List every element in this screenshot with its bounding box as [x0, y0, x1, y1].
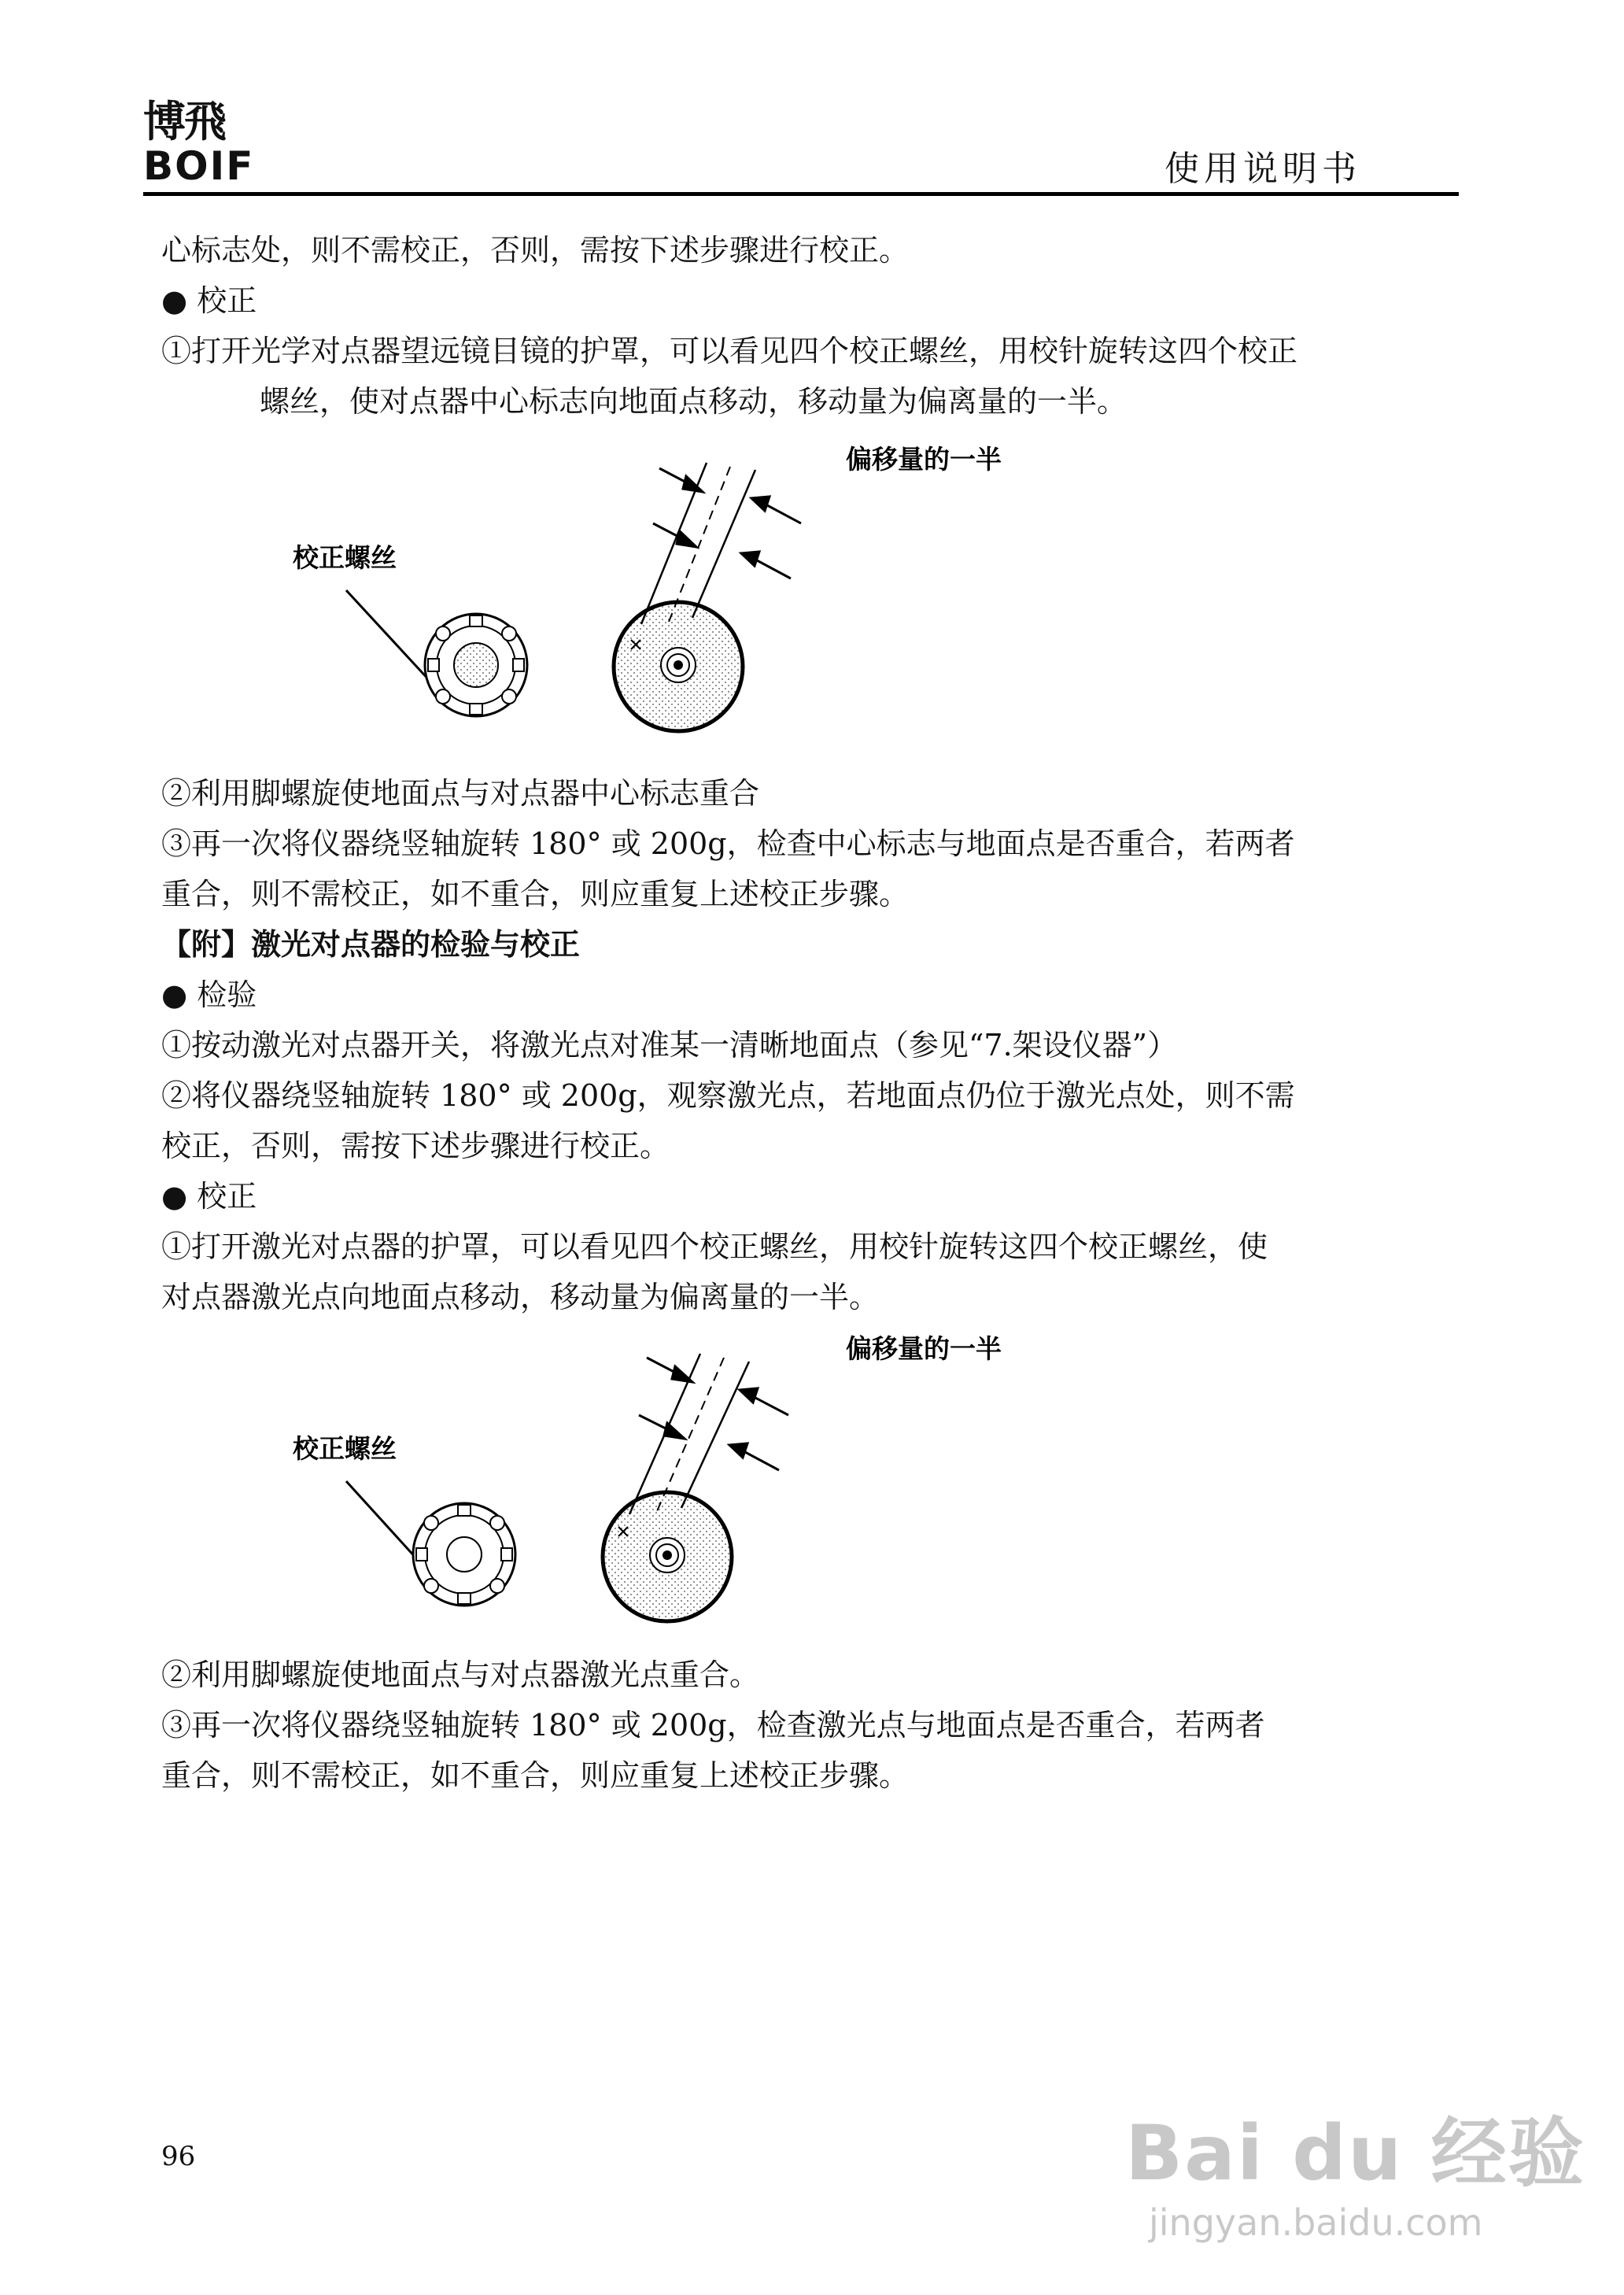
watermark-brand: Bai du 经验 [1125, 2109, 1585, 2197]
section-bullet-inspect: ● 检验 [161, 978, 257, 1012]
logo-chinese: 博飛 [143, 97, 225, 146]
paragraph-laser-step3-cont: 重合，则不需校正，如不重合，则应重复上述校正步骤。 [161, 1758, 910, 1793]
text-block-top [161, 225, 1452, 427]
label-adjusting-screws: 校正螺丝 [293, 542, 397, 573]
paragraph-laser-step3: ③再一次将仪器绕竖轴旋转 180° 或 200g，检查激光点与地面点是否重合，若两者 [161, 1708, 1265, 1743]
section-bullet-calibrate-laser: ● 校正 [161, 1179, 257, 1214]
paragraph-laser-step1: ①按动激光对点器开关，将激光点对准某一清晰地面点（参见“7.架设仪器”） [161, 1028, 1178, 1062]
section-bullet-calibrate: ● 校正 [161, 283, 257, 318]
logo-english: BOIF [143, 143, 255, 189]
paragraph-step3-cont: 重合，则不需校正，如不重合，则应重复上述校正步骤。 [161, 877, 910, 911]
label-adjusting-screws: 校正螺丝 [293, 1433, 397, 1464]
baidu-watermark [1125, 2094, 1585, 2244]
label-half-offset: 偏移量的一半 [846, 444, 1002, 475]
paragraph-laser-step2-cont: 校正，否则，需按下述步骤进行校正。 [161, 1129, 670, 1163]
laser-reticle-icon [413, 1503, 515, 1606]
paragraph-laser-step2b: ②利用脚螺旋使地面点与对点器激光点重合。 [161, 1658, 760, 1692]
laser-view-diagram [603, 1354, 788, 1621]
label-half-offset: 偏移量的一半 [846, 1333, 1002, 1364]
appendix-heading: 【附】激光对点器的检验与校正 [161, 926, 581, 962]
paragraph: 心标志处，则不需校正，否则，需按下述步骤进行校正。 [161, 233, 910, 268]
document-title: 使用说明书 [1164, 149, 1361, 189]
paragraph-step1: ①打开光学对点器望远镜目镜的护罩，可以看见四个校正螺丝，用校针旋转这四个校正 [161, 334, 1298, 368]
paragraph-laser-calib1: ①打开激光对点器的护罩，可以看见四个校正螺丝，用校针旋转这四个校正螺丝，使 [161, 1229, 1268, 1264]
figure-optical-plummet [0, 429, 1624, 752]
paragraph-step2: ②利用脚螺旋使地面点与对点器中心标志重合 [161, 776, 760, 811]
text-block-middle [161, 768, 1452, 1322]
paragraph-step3: ③再一次将仪器绕竖轴旋转 180° 或 200g，检查中心标志与地面点是否重合，若两者 [161, 826, 1295, 861]
brand-logo [143, 99, 316, 187]
plummet-view-diagram [614, 463, 801, 731]
watermark-url: jingyan.baidu.com [1149, 2201, 1483, 2244]
page-number: 96 [161, 2141, 196, 2172]
eyepiece-reticle-icon [425, 614, 527, 716]
text-block-bottom [161, 1650, 1452, 1801]
paragraph-laser-calib1-cont: 对点器激光点向地面点移动，移动量为偏离量的一半。 [161, 1280, 880, 1314]
leader-line [346, 590, 431, 682]
figure-laser-plummet [0, 1322, 1624, 1637]
paragraph-step1-cont: 螺丝，使对点器中心标志向地面点移动，移动量为偏离量的一半。 [260, 384, 1128, 419]
paragraph-laser-step2: ②将仪器绕竖轴旋转 180° 或 200g，观察激光点，若地面点仍位于激光点处，则不需 [161, 1078, 1295, 1113]
header-divider [143, 192, 1459, 196]
